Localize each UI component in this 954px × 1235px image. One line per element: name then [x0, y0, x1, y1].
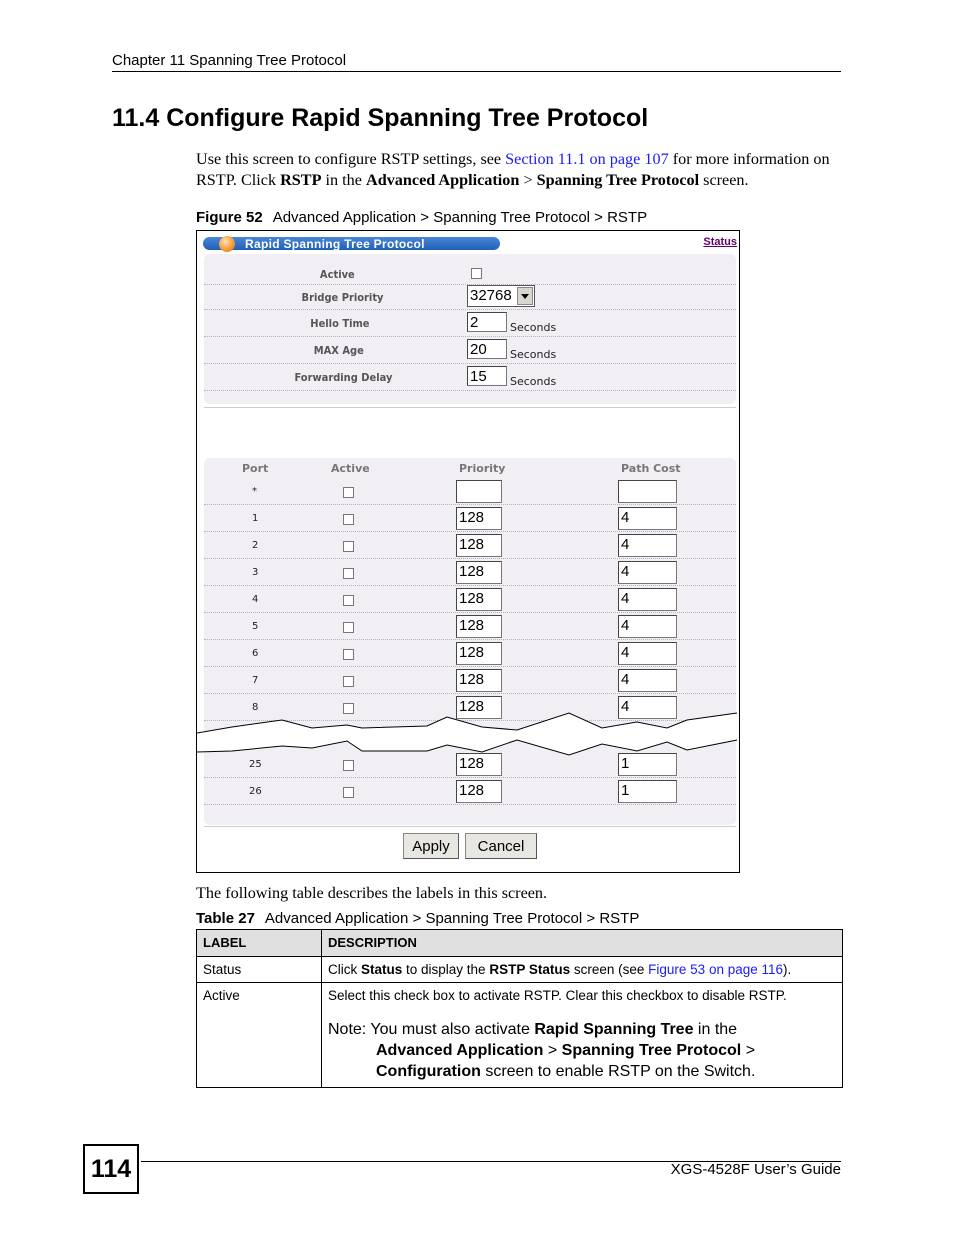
hello-time-input[interactable]: 2: [467, 312, 507, 332]
hello-time-label: Hello Time: [310, 317, 370, 330]
port-active-checkbox[interactable]: [343, 649, 354, 660]
port-priority-input[interactable]: [456, 480, 502, 503]
table-caption: [196, 910, 639, 927]
rstp-screenshot: [196, 230, 740, 873]
note-bold: Advanced Application: [376, 1042, 544, 1059]
priority-column-header: Priority: [459, 462, 506, 475]
table-row: [197, 957, 843, 983]
port-active-checkbox[interactable]: [343, 676, 354, 687]
row-divider: [204, 612, 736, 613]
separator: [204, 826, 736, 827]
note-text: screen to enable RSTP on the Switch.: [480, 1063, 756, 1080]
port-number: 25: [249, 759, 262, 770]
port-priority-input[interactable]: 128: [456, 534, 502, 557]
desc-bold: RSTP Status: [489, 962, 571, 977]
note-bold: Rapid Spanning Tree: [534, 1021, 694, 1038]
note-text: in the: [693, 1021, 738, 1038]
intro-text: Use this screen to configure RSTP settings, see: [196, 150, 506, 168]
forwarding-delay-label: Forwarding Delay: [294, 371, 393, 384]
port-path-cost-input[interactable]: 4: [618, 669, 677, 692]
port-number: 2: [252, 540, 259, 551]
note-text: >: [543, 1042, 562, 1059]
row-label: Active: [197, 983, 322, 1088]
port-number: 5: [252, 621, 259, 632]
bridge-priority-label: Bridge Priority: [301, 291, 384, 304]
active-label: Active: [319, 268, 355, 281]
intro-bold: Advanced Application: [366, 171, 520, 189]
section-link[interactable]: Section 11.1 on page 107: [505, 150, 669, 168]
port-priority-input[interactable]: 128: [456, 561, 502, 584]
guide-title: XGS-4528F User’s Guide: [670, 1161, 841, 1178]
port-path-cost-input[interactable]: 1: [618, 753, 677, 776]
max-age-input[interactable]: 20: [467, 339, 507, 359]
row-divider: [204, 504, 736, 505]
port-active-checkbox[interactable]: [343, 787, 354, 798]
port-priority-input[interactable]: 128: [456, 588, 502, 611]
port-priority-input[interactable]: 128: [456, 780, 502, 803]
port-priority-input[interactable]: 128: [456, 507, 502, 530]
table-label: Table 27: [196, 910, 255, 927]
intro-bold: RSTP: [280, 171, 322, 189]
desc-text: Click: [328, 962, 361, 977]
port-path-cost-input[interactable]: 4: [618, 642, 677, 665]
port-path-cost-input[interactable]: 4: [618, 507, 677, 530]
port-number: 26: [249, 786, 262, 797]
figure-link[interactable]: Figure 53 on page 116: [648, 962, 784, 977]
intro-text: in the: [321, 171, 367, 189]
dropdown-arrow-icon[interactable]: [517, 287, 533, 305]
row-divider: [204, 531, 736, 532]
port-path-cost-input[interactable]: 1: [618, 780, 677, 803]
follow-text: The following table describes the labels in this screen.: [196, 884, 548, 902]
intro-paragraph: [196, 149, 846, 191]
description-table: [196, 929, 843, 1088]
port-path-cost-input[interactable]: 4: [618, 561, 677, 584]
port-number: 8: [252, 702, 259, 713]
row-divider: [204, 777, 736, 778]
row-divider: [204, 336, 736, 337]
chapter-header: Chapter 11 Spanning Tree Protocol: [112, 52, 347, 69]
screen-title: Rapid Spanning Tree Protocol: [245, 237, 425, 251]
desc-text: ).: [783, 962, 792, 977]
port-path-cost-input[interactable]: 4: [618, 696, 677, 719]
title-orb-icon: [219, 236, 235, 252]
port-number: *: [252, 486, 257, 497]
port-active-checkbox[interactable]: [343, 487, 354, 498]
port-priority-input[interactable]: 128: [456, 753, 502, 776]
cancel-button[interactable]: Cancel: [465, 833, 537, 859]
port-path-cost-input[interactable]: 4: [618, 534, 677, 557]
note: [328, 1019, 836, 1082]
intro-text: >: [519, 171, 537, 189]
seconds-label: Seconds: [510, 348, 557, 361]
figure-caption-text: Advanced Application > Spanning Tree Protocol > RSTP: [272, 209, 648, 226]
port-number: 4: [252, 594, 259, 605]
port-number: 6: [252, 648, 259, 659]
row-divider: [204, 585, 736, 586]
row-divider: [204, 558, 736, 559]
note-text: Note: You must also activate: [328, 1021, 535, 1038]
intro-bold: Spanning Tree Protocol: [536, 171, 700, 189]
path-cost-column-header: Path Cost: [621, 462, 681, 475]
table-row: [197, 983, 843, 1088]
port-active-checkbox[interactable]: [343, 595, 354, 606]
active-column-header: Active: [331, 462, 370, 475]
row-description: [322, 957, 843, 983]
figure-caption: [196, 209, 647, 226]
row-divider: [204, 363, 736, 364]
port-priority-input[interactable]: 128: [456, 696, 502, 719]
forwarding-delay-input[interactable]: 15: [467, 366, 507, 386]
port-column-header: Port: [242, 462, 269, 475]
bridge-priority-value: 32768: [470, 287, 512, 304]
row-divider: [204, 804, 736, 805]
port-priority-input[interactable]: 128: [456, 642, 502, 665]
intro-text: screen.: [699, 171, 749, 189]
separator: [204, 407, 736, 408]
table-caption-text: Advanced Application > Spanning Tree Protocol > RSTP: [264, 910, 640, 927]
note-bold: Configuration: [376, 1063, 481, 1080]
header-rule: [112, 71, 841, 72]
port-priority-input[interactable]: 128: [456, 615, 502, 638]
row-description: [322, 983, 843, 1088]
description-header: DESCRIPTION: [322, 930, 843, 957]
port-path-cost-input[interactable]: [618, 480, 677, 503]
active-checkbox[interactable]: [471, 268, 482, 279]
status-link[interactable]: Status: [703, 236, 737, 248]
page-number: 114: [83, 1144, 139, 1194]
port-path-cost-input[interactable]: 4: [618, 588, 677, 611]
port-active-checkbox[interactable]: [343, 514, 354, 525]
note-bold: Spanning Tree Protocol: [561, 1042, 742, 1059]
port-number: 3: [252, 567, 259, 578]
figure-label: Figure 52: [196, 209, 263, 226]
row-divider: [204, 693, 736, 694]
note-indent: [328, 1040, 836, 1082]
intro-text: for more information on RSTP. Click: [196, 150, 830, 189]
desc-text: Select this check box to activate RSTP. Clear this checkbox to disable RSTP.: [328, 988, 787, 1003]
row-label: Status: [197, 957, 322, 983]
desc-text: screen (see: [570, 962, 649, 977]
port-active-checkbox[interactable]: [343, 541, 354, 552]
port-priority-input[interactable]: 128: [456, 669, 502, 692]
port-number: 7: [252, 675, 259, 686]
port-active-checkbox[interactable]: [343, 568, 354, 579]
label-header: LABEL: [197, 930, 322, 957]
port-number: 1: [252, 513, 259, 524]
row-divider: [204, 309, 736, 310]
row-divider: [204, 666, 736, 667]
row-divider: [204, 390, 736, 391]
seconds-label: Seconds: [510, 321, 557, 334]
apply-button[interactable]: Apply: [403, 833, 459, 859]
port-path-cost-input[interactable]: 4: [618, 615, 677, 638]
seconds-label: Seconds: [510, 375, 557, 388]
note-text: >: [741, 1042, 756, 1059]
section-title: 11.4 Configure Rapid Spanning Tree Protocol: [112, 104, 649, 132]
desc-bold: Status: [361, 962, 403, 977]
desc-text: to display the: [402, 962, 490, 977]
row-divider: [204, 639, 736, 640]
table-header-row: [197, 930, 843, 957]
break-mark: [197, 706, 739, 766]
max-age-label: MAX Age: [313, 344, 364, 357]
bridge-priority-select[interactable]: [467, 285, 535, 307]
port-active-checkbox[interactable]: [343, 622, 354, 633]
